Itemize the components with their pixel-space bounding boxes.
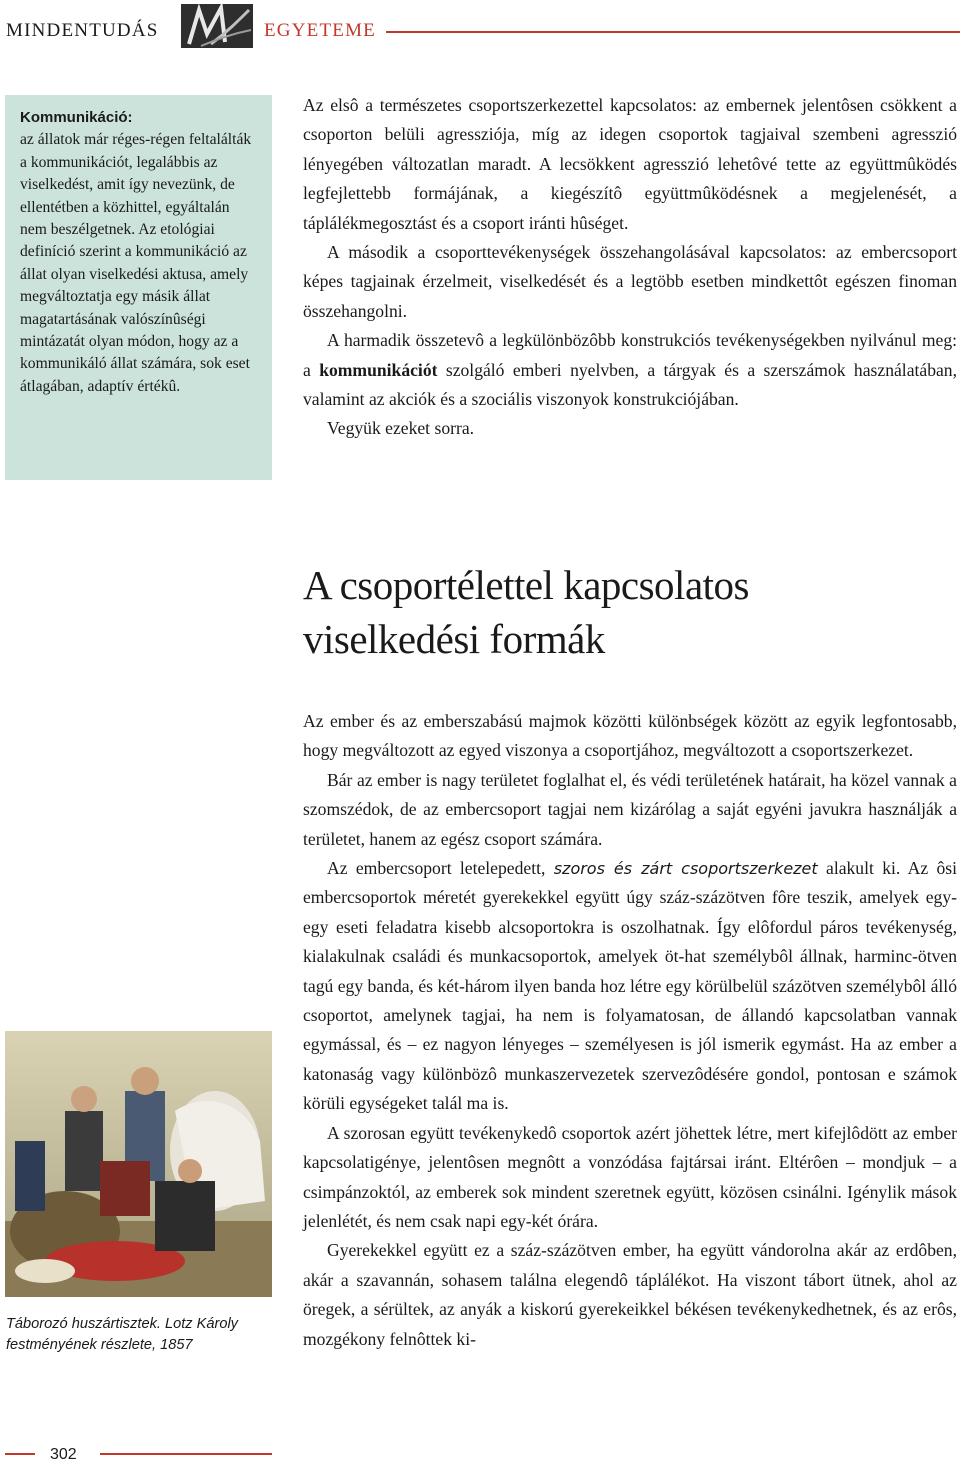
intro-paragraph-3 [303,326,957,414]
body-p3-part-a: Az embercsoport letelepedett, [327,858,554,879]
intro-paragraph-4: Vegyük ezeket sorra. [327,418,475,439]
keyword-kommunikacio: kommunikációt [319,359,438,380]
intro-p3-part-b: szolgáló emberi nyelvben, a tárgyak és a szerszámok használatában, valamint az akciók és a szociális viszonyok konstrukciójában. [303,359,957,410]
section-heading [303,558,953,666]
painting-caption: Táborozó huszártisztek. Lotz Károly festményének részlete, 1857 [6,1316,238,1353]
sidebar-title: Kommunikáció: [20,109,133,126]
body-paragraph-3 [303,854,957,1119]
footer-divider-right [100,1453,272,1455]
magazine-title-left: MINDENTUDÁS [6,20,159,41]
intro-paragraph-1: Az elsô a természetes csoportszerkezettel kapcsolatos: az embernek jelentôsen csökkent a csoporton belüli agressziója, míg az idegen csoportok tagjaival szembeni agresszió lényegében változatlan maradt. A lecsökkent agresszió lehetôvé tette az együttmûködés legfejlettebb formájának, a kiegészítô együttmûködésnek a megjelenését, a táplálékmegosztást és a csoport iránti hûséget. [303,95,957,233]
body-paragraph-2: Bár az ember is nagy területet foglalhat el, és védi területének határait, ha közel vannak a szomszédok, de az embercsoport tagjai nem kizárólag a saját egyéni javukra használják a területet, hanem az egész csoport számára. [303,769,957,849]
intro-p3-part-a: A harmadik összetevô a legkülönbözôbb konstrukciós tevékenységekben nyilvánul meg: a [303,330,957,380]
sidebar-text: az állatok már réges-régen feltalálták a kommunikációt, legalábbis az viselkedést, amit így nevezünk, de ellentétben a közhittel, egyáltalán nem beszélgetnek. Az etológiai definíció szerint a kommunikáció az állat olyan viselkedési aktusa, amely megváltoztatja egy másik állat magatartásának valószínûségi mintázatát olyan módon, hogy az a kommunikáló állat számára, sok eset átlagában, adaptív értékû. [20,131,252,395]
header-divider [386,31,960,33]
section-heading-line-2: viselkedési formák [303,616,605,662]
body-paragraph-5: Gyerekekkel együtt ez a száz-százötven ember, ha együtt vándorolna akár az erdôben, akár a szavannán, sohasem találna elegendô táplálékot. Ha viszont tábort ütnek, ahol az öregek, a sérültek, az anyák a kiskorú gyerekeikkel békésen tevékenykedhetnek, és az erôs, mozgékony felnôttek ki- [303,1240,957,1349]
page-number: 302 [50,1446,77,1463]
italic-phrase: szoros és zárt csoportszerkezet [553,859,818,879]
section-heading-line-1: A csoportélettel kapcsolatos [303,562,749,608]
body-paragraph-4: A szorosan együtt tevékenykedô csoportok azért jöhettek létre, mert kifejlôdött az ember kapcsolatigénye, jelentôsen megnôtt a vonzódása fajtársai iránt. Eltérôen – mondjuk – a csimpánzoktól, az emberek sok mindent szeretnek együtt, közösen csinálni. Igénylik mások jelenlétét, és nem csak napi egy-két órára. [303,1122,957,1231]
footer-divider-left [5,1453,35,1455]
body-paragraph-1: Az ember és az emberszabású majmok közötti különbségek között az egyik legfontosabb, hogy megváltozott az egyed viszonya a csoportjához, megváltozott a csoportszerkezet. [303,711,957,761]
body-text-column [303,707,957,1354]
intro-paragraph-2: A második a csoporttevékenységek összehangolásával kapcsolatos: az embercsoport képes tagjainak érzelmeit, viselkedését és a legtöbb esetben mindkettôt egészen finoman összehangolni. [303,242,957,321]
magazine-title-right: EGYETEME [264,20,376,41]
body-p3-part-b: alakult ki. Az ôsi embercsoportok méretét gyerekekkel együtt úgy száz-százötven fôre teszik, amelyek egy-egy eseti feladatra kisebb alcsoportokra is oszolhatnak. Így elôfordul páros tevékenység, kialakulnak családi és munkacsoportok, amelyek öt-hat személybôl állnak, harminc-ötven tagú egy banda, és két-három ilyen banda hoz létre egy körülbelül százötven személybôl álló csoportot, amelynek tagjai, ha nem is folyamatosan, de állandó kapcsolatban vannak egymással, és – ez nagyon lényeges – személyesen is jól ismerik egymást. Ha az ember a katonaság vagy különbözô munkaszervezetek szervezôdésére gondol, pontosan e számok körüli egységeket talál ma is. [303,858,957,1114]
logo-icon [181,4,253,48]
intro-text-column [303,91,957,444]
sidebar-definition-box [5,95,272,480]
painting-image [5,1031,272,1297]
